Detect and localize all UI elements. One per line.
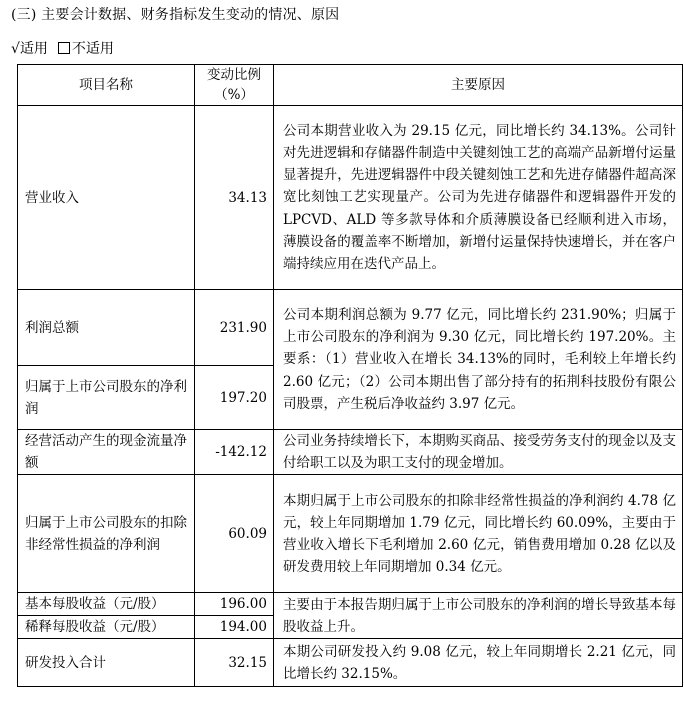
table-row [18, 593, 683, 616]
item-cell: 经营活动产生的现金流量净额 [18, 430, 195, 475]
applicable-options [11, 38, 114, 58]
item-cell: 研发投入合计 [18, 639, 195, 687]
table-row [18, 430, 683, 475]
table-row [18, 106, 683, 290]
ratio-cell: 32.15 [195, 639, 274, 687]
section-heading: (三) 主要会计数据、财务指标发生变动的情况、原因 [11, 7, 340, 23]
table-row [18, 475, 683, 593]
reason-cell: 公司本期利润总额为 9.77 亿元，同比增长约 231.90%；归属于上市公司股东的净利润为 9.30 亿元，同比增长约 197.20%。主要系：（1）营业收入在增长 34.13%的同时，毛利较上年增长约 2.60 亿元；（2）公司本期出售了部分持有的拓荆科技股份有限公司股票，产生税后净收益约 3.97 亿元。 [274, 290, 683, 430]
header-ratio-line1: 变动比例 [207, 67, 261, 83]
ratio-cell: 60.09 [195, 475, 274, 593]
ratio-cell: 197.20 [195, 366, 274, 430]
header-ratio-line2: （%） [214, 87, 254, 103]
reason-cell: 主要由于本报告期归属于上市公司股东的净利润的增长导致基本每股收益上升。 [274, 593, 683, 639]
item-cell: 归属于上市公司股东的扣除非经常性损益的净利润 [18, 475, 195, 593]
table-header-row [18, 65, 683, 106]
item-cell: 利润总额 [18, 290, 195, 366]
financial-change-table [17, 64, 683, 687]
table-row [18, 290, 683, 366]
ratio-cell: 194.00 [195, 616, 274, 639]
item-cell: 归属于上市公司股东的净利润 [18, 366, 195, 430]
not-applicable-label: 不适用 [71, 41, 114, 57]
applicable-label: 适用 [19, 41, 48, 57]
ratio-cell: 34.13 [195, 106, 274, 290]
ratio-cell: -142.12 [195, 430, 274, 475]
header-item-name: 项目名称 [18, 65, 195, 106]
unchecked-box-icon [58, 42, 70, 54]
check-mark-icon: √ [11, 41, 20, 57]
item-cell: 稀释每股收益（元/股） [18, 616, 195, 639]
reason-cell: 本期公司研发投入约 9.08 亿元，较上年同期增长 2.21 亿元，同比增长约 32.15%。 [274, 639, 683, 687]
ratio-cell: 196.00 [195, 593, 274, 616]
item-cell: 营业收入 [18, 106, 195, 290]
reason-cell: 本期归属于上市公司股东的扣除非经常性损益的净利润约 4.78 亿元，较上年同期增加 1.79 亿元，同比增长约 60.09%，主要由于营业收入增长下毛利增加 2.60 亿元，销售费用增加 0.28 亿以及研发费用较上年同期增加 0.34 亿元。 [274, 475, 683, 593]
ratio-cell: 231.90 [195, 290, 274, 366]
header-main-reason: 主要原因 [274, 65, 683, 106]
reason-cell: 公司业务持续增长下，本期购买商品、接受劳务支付的现金以及支付给职工以及为职工支付的现金增加。 [274, 430, 683, 475]
reason-cell: 公司本期营业收入为 29.15 亿元，同比增长约 34.13%。公司针对先进逻辑和存储器件制造中关键刻蚀工艺的高端产品新增付运量显著提升，先进逻辑器件中段关键刻蚀工艺和先进存储器件超高深宽比刻蚀工艺实现量产。公司为先进存储器件和逻辑器件开发的 LPCVD、ALD 等多款导体和介质薄膜设备已经顺利进入市场，薄膜设备的覆盖率不断增加，新增付运量保持快速增长，并在客户端持续应用在迭代产品上。 [274, 106, 683, 290]
item-cell: 基本每股收益（元/股） [18, 593, 195, 616]
table-row [18, 639, 683, 687]
header-change-ratio [195, 65, 274, 106]
